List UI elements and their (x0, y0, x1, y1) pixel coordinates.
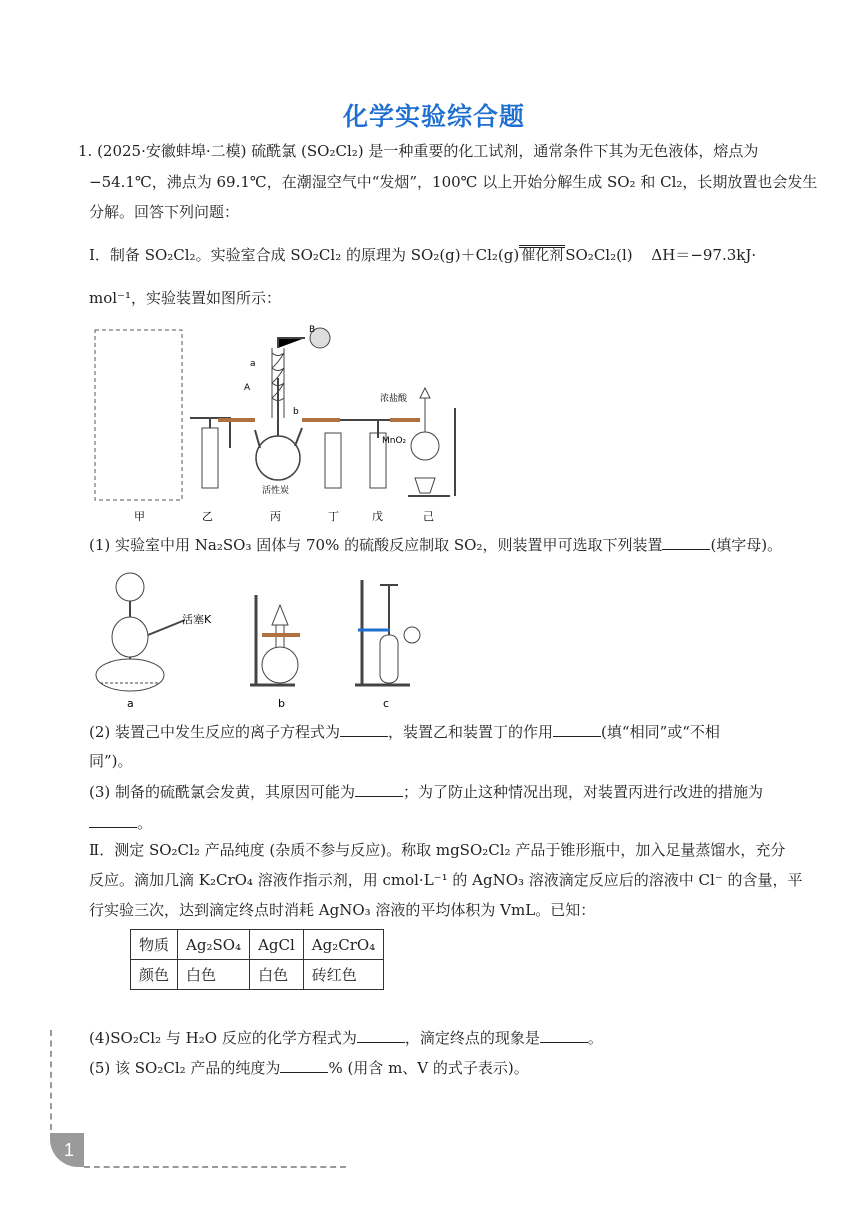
q1-2-text-b: ，装置乙和装置丁的作用 (388, 723, 554, 741)
q1-1-text: (1) 实验室中用 Na₂SO₃ 固体与 70% 的硫酸反应制取 SO₂，则装置甲可选取下列装置 (89, 536, 663, 554)
part2-line3: 行实验三次，达到滴定终点时消耗 AgNO₃ 溶液的平均体积为 VmL。已知： (89, 901, 596, 919)
label-jia: 甲 (134, 510, 145, 523)
catalyst-condition: 催化剂 (519, 245, 565, 264)
answer-blank[interactable] (357, 1028, 405, 1043)
label-carbon: 活性炭 (262, 486, 290, 496)
option-c-label: c (383, 697, 390, 710)
flask-bing (256, 436, 300, 480)
q1-3-end: 。 (137, 814, 153, 832)
q1-3-text-a: (3) 制备的硫酰氯会发黄，其原因可能为 (89, 783, 356, 801)
label-bing: 丙 (270, 510, 281, 523)
label-mno2: MnO₂ (382, 436, 407, 446)
label-b: b (293, 407, 299, 417)
footer-dash-line (84, 1166, 346, 1168)
flask-ji (411, 432, 439, 460)
answer-blank[interactable] (540, 1028, 588, 1043)
option-a-label: a (127, 697, 134, 710)
part1-principle-text: Ⅰ．制备 SO₂Cl₂。实验室合成 SO₂Cl₂ 的原理为 SO₂(g)＋Cl₂(g) (89, 246, 520, 264)
options-diagram (90, 565, 450, 713)
table-cell: 砖红色 (303, 960, 383, 990)
enthalpy: ΔH＝−97.3kJ· (651, 246, 757, 264)
table-cell: Ag₂CrO₄ (303, 930, 383, 960)
table-cell: 物质 (131, 930, 178, 960)
part1-principle-product: SO₂Cl₂(l) (565, 246, 633, 264)
table-cell: AgCl (250, 930, 304, 960)
label-A: A (244, 383, 251, 393)
part2-line1: Ⅱ．测定 SO₂Cl₂ 产品纯度 (杂质不参与反应)。称取 mgSO₂Cl₂ 产品于锥形瓶中，加入足量蒸馏水，充分 (89, 841, 786, 859)
label-B: B (309, 325, 316, 335)
test-tube-c (380, 635, 398, 683)
part2-line2: 反应。滴加几滴 K₂CrO₄ 溶液作指示剂，用 cmol·L⁻¹ 的 AgNO₃ 溶液滴定反应后的溶液中 Cl⁻ 的含量，平 (89, 871, 803, 889)
table-cell: 白色 (178, 960, 250, 990)
part1-principle (89, 245, 756, 266)
q1-4-text-b: ，滴定终点的现象是 (404, 1029, 540, 1047)
q1-2-text-a: (2) 装置己中发生反应的离子方程式为 (89, 723, 341, 741)
page-number: 1 (50, 1133, 84, 1167)
q1-2-cont: 同”)。 (89, 752, 133, 770)
q1-3 (89, 782, 763, 802)
color-table (130, 929, 384, 990)
bottle-yi (202, 428, 218, 488)
label-conc-hcl: 浓盐酸 (380, 394, 408, 404)
apparatus-diagram (90, 318, 470, 528)
answer-blank[interactable] (355, 782, 403, 797)
q1-4-end: 。 (587, 1029, 603, 1047)
q1-1-end: (填字母)。 (710, 536, 783, 554)
label-yi: 乙 (202, 510, 213, 523)
page-title: 化学实验综合题 (342, 102, 525, 131)
table-row (131, 930, 384, 960)
table-cell: 白色 (250, 960, 304, 990)
device-jia-placeholder (95, 330, 182, 500)
round-flask-b (262, 647, 298, 683)
answer-blank[interactable] (553, 722, 601, 737)
q1-2-text-c: (填“相同”或“不相 (601, 723, 720, 741)
q1-3-text-b: ；为了防止这种情况出现，对装置丙进行改进的措施为 (403, 783, 764, 801)
q1-stem-line1: 1. (2025·安徽蚌埠·二模) 硫酰氯 (SO₂Cl₂) 是一种重要的化工试剂，通常条件下其为无色液体，熔点为 (78, 142, 759, 160)
q1-1 (89, 535, 782, 555)
answer-blank[interactable] (280, 1058, 328, 1073)
q1-5-text-b: % (用含 m、V 的式子表示)。 (328, 1059, 529, 1077)
kipp-top-bulb (116, 573, 144, 601)
part1-line2: mol⁻¹，实验装置如图所示： (89, 289, 281, 307)
bottle-ding (325, 433, 341, 488)
answer-blank[interactable] (89, 813, 137, 828)
q1-5-text-a: (5) 该 SO₂Cl₂ 产品的纯度为 (89, 1059, 281, 1077)
margin-dash-line (50, 1030, 52, 1130)
table-row (131, 960, 384, 990)
q1-3-cont (89, 813, 152, 833)
table-cell: 颜色 (131, 960, 178, 990)
label-ding: 丁 (328, 510, 339, 523)
valve-label: 活塞K (182, 613, 212, 626)
label-a: a (250, 359, 256, 369)
q1-stem-line2: −54.1℃，沸点为 69.1℃，在潮湿空气中“发烟”，100℃ 以上开始分解生成 SO₂ 和 Cl₂，长期放置也会发生 (89, 173, 818, 191)
q1-stem-line3: 分解。回答下列问题： (89, 203, 240, 221)
q1-4 (89, 1028, 603, 1048)
answer-blank[interactable] (340, 722, 388, 737)
q1-4-text-a: (4)SO₂Cl₂ 与 H₂O 反应的化学方程式为 (89, 1029, 357, 1047)
label-wu: 戊 (372, 510, 383, 523)
table-cell: Ag₂SO₄ (178, 930, 250, 960)
label-ji: 己 (423, 510, 434, 523)
q1-2 (89, 722, 720, 742)
option-b-label: b (278, 697, 285, 710)
q1-5 (89, 1058, 529, 1078)
answer-blank[interactable] (662, 535, 710, 550)
